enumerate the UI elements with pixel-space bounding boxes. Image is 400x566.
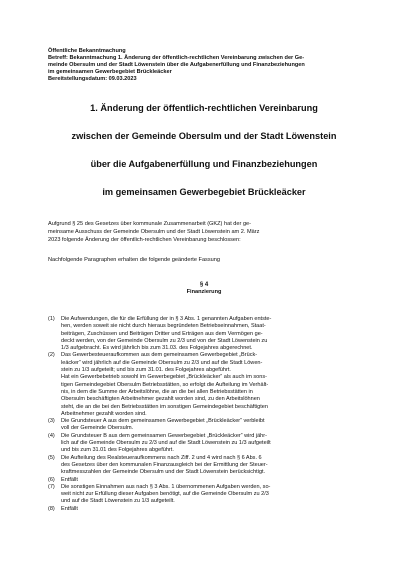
header-date: Bereitstellungsdatum: 09.03.2023	[48, 76, 137, 82]
list-item-line: Entfällt	[61, 476, 78, 483]
title-line-2: zwischen der Gemeinde Obersulm und der Stadt Löwenstein	[71, 131, 337, 141]
header-subject-line-2: meinde Obersulm und der Stadt Löwenstein über die Aufgabenerfüllung und Finanzbeziehungen	[48, 62, 305, 68]
list-item-line: Hat ein Gewerbebetrieb sowohl im Gewerbegebiet „Brückleäcker“ als auch im sons-	[61, 374, 267, 381]
list-item-number: (3)	[48, 418, 55, 425]
list-item-line: Das Gewerbesteueraufkommen aus dem gemeinsamen Gewerbegebiet „Brück-	[61, 352, 258, 359]
list-item-line: weit nicht zur Erfüllung dieser Aufgaben benötigt, auf die Gemeinde Obersulm zu 2/3	[61, 491, 269, 498]
list-item-line: kraftmesszahlen der Gemeinde Obersulm und der Stadt Löwenstein berücksichtigt.	[61, 469, 266, 476]
list-item-line: Die sonstigen Einnahmen aus nach § 3 Abs. 1 übernommenen Aufgaben werden, so-	[61, 483, 271, 490]
list-item-line: Die Aufteilung des Realsteueraufkommens nach Ziff. 2 und 4 wird nach § 6 Abs. 6	[61, 454, 262, 461]
section-number: § 4	[199, 282, 209, 288]
intro-paragraph	[48, 220, 360, 244]
list-item	[48, 476, 360, 484]
list-item-line: und bis zum 31.01 des Folgejahres abgeführt.	[61, 447, 174, 454]
list-item-text	[61, 433, 360, 455]
list-item-text	[61, 455, 360, 477]
list-item-number: (6)	[48, 476, 55, 483]
list-item-text	[61, 316, 360, 352]
title-line-4: im gemeinsamen Gewerbegebiet Brückleäcker	[102, 187, 306, 197]
list-item	[48, 432, 360, 455]
list-item	[48, 418, 360, 433]
list-item-line: lich auf die Gemeinde Obersulm zu 2/3 und auf die Stadt Löwenstein zu 1/3 aufgeteilt	[61, 440, 271, 447]
header-subject-line-1: Betreff: Bekanntmachung 1. Änderung der öffentlich-rechtlichen Vereinbarung zwischen der Ge-	[48, 55, 305, 61]
list-item-line: und auf die Stadt Löwenstein zu 1/3 aufgeteilt.	[61, 498, 175, 505]
list-item-line: Entfällt	[61, 505, 78, 512]
list-item-number: (8)	[48, 505, 55, 512]
list-item-text	[61, 352, 360, 418]
list-item-line: Die Grundsteuer A aus dem gemeinsamen Gewerbegebiet „Brückleäcker“ verbleibt	[61, 418, 265, 425]
header-subject-line-3: im gemeinsamen Gewerbegebiet Brückleäcker	[48, 69, 172, 75]
list-item-line: Arbeitnehmer gezahlt worden sind.	[61, 410, 147, 417]
lead-paragraph: Nachfolgende Paragraphen erhalten die folgende geänderte Fassung	[48, 257, 220, 263]
list-item-text	[61, 418, 360, 433]
list-item-line: tigen Gemeindegebiet Obersulm Betriebsstätten, so erfolgt die Aufteilung im Verhält-	[61, 381, 269, 388]
list-item-line: Obersulm beschäftigten Arbeitnehmer gezahlt worden sind, zu den Arbeitslöhnen	[61, 396, 260, 403]
list-item-line: deckt werden, von der Gemeinde Obersulm zu 2/3 und von der Stadt Löwenstein zu	[61, 337, 268, 344]
header-label: Öffentliche Bekanntmachung	[48, 48, 126, 54]
list-item	[48, 316, 360, 352]
list-item-number: (4)	[48, 432, 55, 439]
list-item-line: des Gesetzes über den kommunalen Finanzausgleich bei der Ermittlung der Steuer-	[61, 461, 268, 468]
intro-line: meinsame Ausschuss der Gemeinde Obersulm und der Stadt Löwenstein am 2. März	[48, 229, 260, 235]
list-item-line: 1/3 aufgebracht. Es wird jährlich bis zum 31.03. des Folgejahres abgerechnet.	[61, 345, 253, 352]
list-item	[48, 483, 360, 506]
list-item-number: (2)	[48, 352, 55, 359]
list-item-line: stein zu 1/3 aufgeteilt; und bis zum 31.01. des Folgejahres abgeführt.	[61, 367, 231, 374]
list-item-text	[61, 506, 360, 513]
section-title: Finanzierung	[186, 289, 222, 295]
list-item	[48, 505, 360, 513]
list-item-line: beiträgen, Zuschüssen und Beiträgen Dritter und Erträgen aus dem Vermögen ge-	[61, 330, 263, 337]
list-item-line: leäcker“ wird jährlich auf die Gemeinde Obersulm zu 2/3 und auf die Stadt Löwen-	[61, 359, 263, 366]
list-item-line: Die Grundsteuer B aus dem gemeinsamen Gewerbegebiet „Brückleäcker“ wird jähr-	[61, 432, 267, 439]
list-item	[48, 352, 360, 418]
intro-line: 2023 folgende Änderung der öffentlich-rechtlichen Vereinbarung beschlossen:	[48, 237, 241, 243]
list-item-text	[61, 477, 360, 484]
intro-line: Aufgrund § 25 des Gesetzes über kommunale Zusammenarbeit (GKZ) hat der ge-	[48, 221, 252, 227]
title-line-3: über die Aufgabenerfüllung und Finanzbeziehungen	[90, 159, 318, 169]
list-item-line: nis, in dem die Summe der Arbeitslöhne, die an die bei allen Betriebsstätten in	[61, 388, 253, 395]
title-line-1: 1. Änderung der öffentlich-rechtlichen Vereinbarung	[90, 103, 318, 113]
document-header	[48, 48, 360, 83]
list-item-line: hen, werden soweit sie nicht durch hieraus begründeten Betriebseinnahmen, Staat-	[61, 323, 266, 330]
list-item-line: voll der Gemeinde Obersulm.	[61, 425, 134, 432]
list-item-number: (1)	[48, 316, 55, 322]
list-item-number: (7)	[48, 483, 55, 490]
list-item-line: steht, die an die bei den Betriebsstätten im sonstigen Gemeindegebiet beschäftigten	[61, 403, 268, 410]
list-item-text	[61, 484, 360, 506]
numbered-list	[48, 316, 360, 513]
list-item-line: Die Aufwendungen, die für die Erfüllung der in § 3 Abs. 1 genannten Aufgaben entste-	[61, 316, 272, 322]
list-item	[48, 454, 360, 477]
list-item-number: (5)	[48, 454, 55, 461]
